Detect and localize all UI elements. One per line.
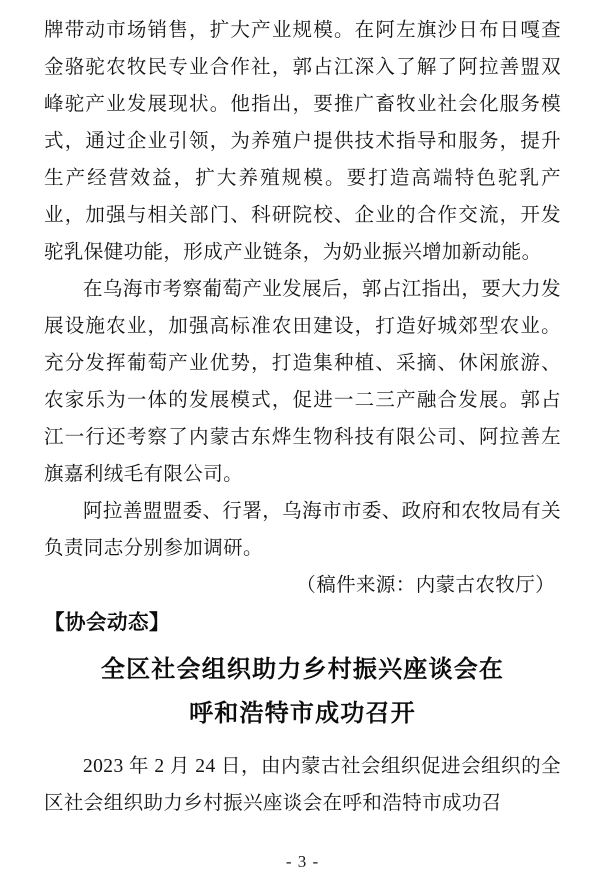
article-title-line-2: 呼和浩特市成功召开 (189, 701, 416, 727)
paragraph-continued: 牌带动市场销售，扩大产业规模。在阿左旗沙日布日嘎查金骆驼农牧民专业合作社，郭占江深入了解了阿拉善盟双峰驼产业发展现状。他指出，要推广畜牧业社会化服务模式，通过企业引领，为养殖户提供技术指导和服务，提升生产经营效益，扩大养殖规模。要打造高端特色驼乳产业，加强与相关部门、科研院校、企业的合作交流，开发驼乳保健功能，形成产业链条，为奶业振兴增加新动能。 (44, 20, 561, 263)
paragraph-participants: 阿拉善盟盟委、行署，乌海市市委、政府和农牧局有关负责同志分别参加调研。 (44, 501, 561, 559)
article-title-line-1: 全区社会组织助力乡村振兴座谈会在 (100, 657, 505, 683)
article-title (44, 648, 561, 736)
spacer (44, 736, 561, 748)
source-attribution: （稿件来源：内蒙古农牧厅） (296, 575, 555, 596)
section-heading-association-news: 【协会动态】 (44, 612, 170, 634)
paragraph-new-article-opening: 2023 年 2 月 24 日，由内蒙古社会组织促进会组织的全区社会组织助力乡村振兴座谈会在呼和浩特市成功召 (44, 756, 561, 814)
page-number: - 3 - (285, 852, 320, 871)
paragraph-wuhai-grape: 在乌海市考察葡萄产业发展后，郭占江指出，要大力发展设施农业，加强高标准农田建设，打造好城郊型农业。充分发挥葡萄产业优势，打造集种植、采摘、休闲旅游、农家乐为一体的发展模式，促进一二三产融合发展。郭占江一行还考察了内蒙古东烨生物科技有限公司、阿拉善左旗嘉利绒毛有限公司。 (44, 279, 561, 485)
